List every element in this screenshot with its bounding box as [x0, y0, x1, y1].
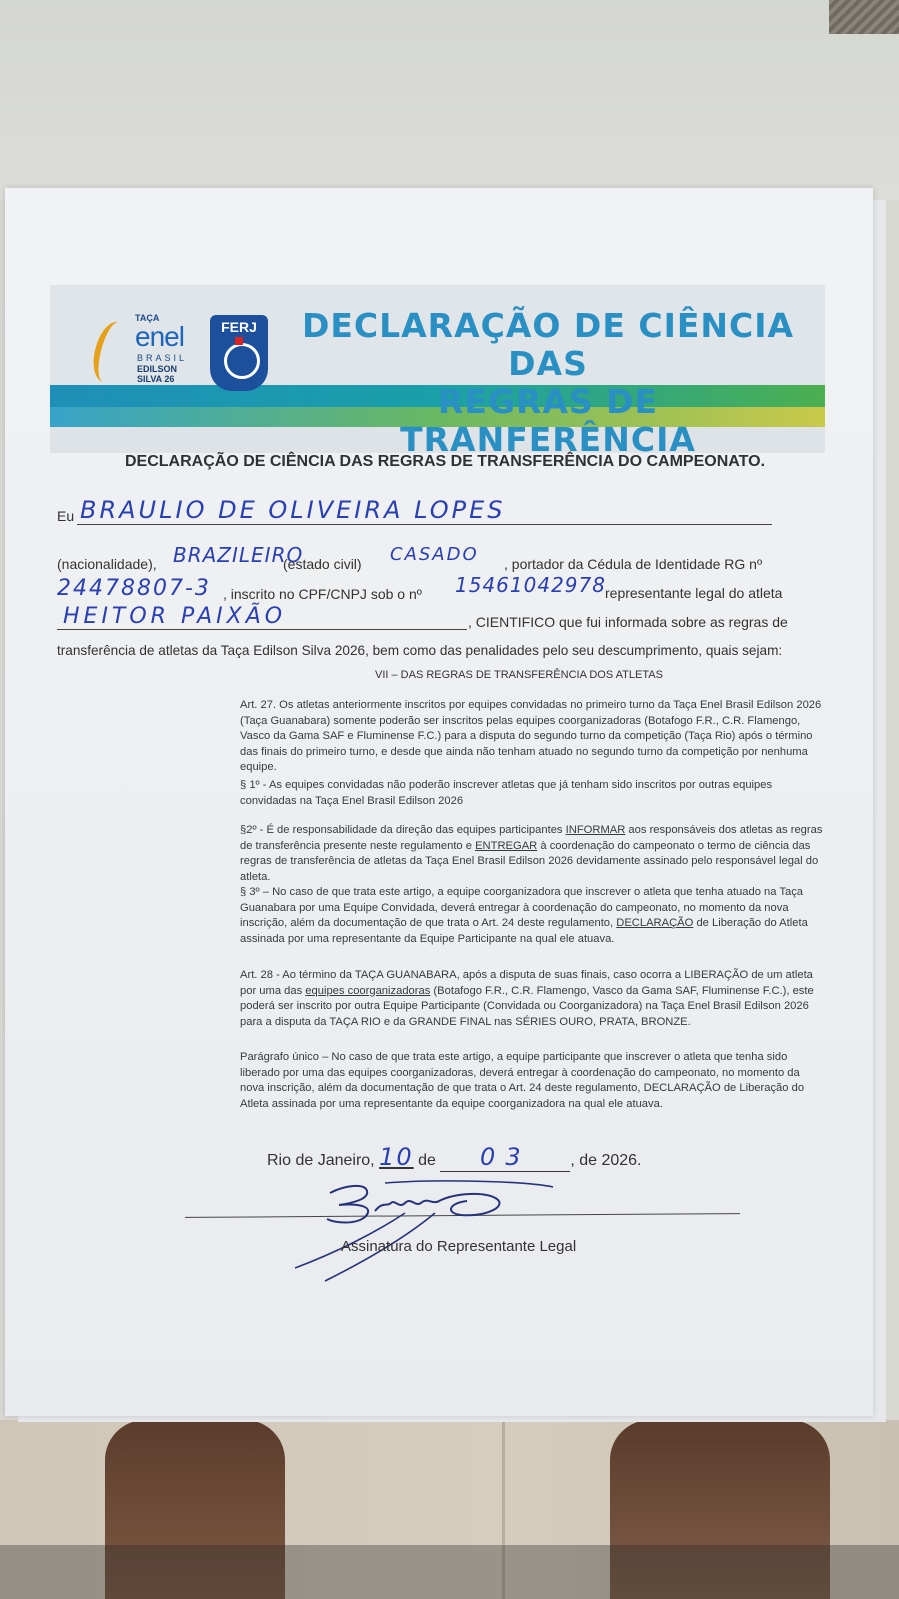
background-fabric [829, 0, 899, 34]
paragraph-3: § 3º – No caso de que trata este artigo, a equipe coorganizadora que inscrever o atleta que tenha atuado na Taça Guanabara por uma Equipe Convidada, deverá entregar à coordenação do campeonato, no momento da nova inscrição, além da documentação de que trata o Art. 24 deste regulamento, DECLARAÇÃO de Liberação do Atleta assinada por uma representante da Equipe Participante na qual ele atuava. [240, 886, 808, 945]
flame-icon [88, 318, 135, 386]
handwritten-athlete: HEITOR PAIXÃO [63, 604, 287, 629]
article-28: Art. 28 - Ao término da TAÇA GUANABARA, após a disputa de suas finais, caso ocorra a LIBERAÇÃO de um atleta por uma das equipes coorganizadoras (Botafogo F.R., C.R. Flamengo, Vasco da Gama SAF, Fluminense F.C.), este poderá ser inscrito por outra Equipe Participante (Convidada ou Coorganizadora) na Taça Enel Brasil Edilson 2026 para a disputa da TAÇA RIO e da GRANDE FINAL nas SÉRIES OURO, PRATA, BRONZE. [240, 969, 814, 1028]
handwritten-name: BRAULIO DE OLIVEIRA LOPES [80, 496, 506, 524]
bottom-shadow [0, 1545, 899, 1599]
paragraph-2: §2º - É de responsabilidade da direção das equipes participantes INFORMAR aos responsáveis dos atletas as regras de transferência presente neste regulamento e ENTREGAR à coordenação do campeonato o termo de ciência das regras de transferência de atletas da Taça Enel Brasil Edilson 2026 devidamente assinado pelo responsável legal do atleta. [240, 824, 823, 883]
section-title: VII – DAS REGRAS DE TRANSFERÊNCIA DOS ATLETAS [375, 669, 663, 681]
ferj-crest-logo: FERJ [210, 315, 268, 391]
handwritten-signature [235, 1173, 565, 1283]
handwritten-day: 10 [379, 1143, 414, 1171]
handwritten-month: 03 [440, 1143, 570, 1172]
sole-paragraph: Parágrafo único – No caso de que trata este artigo, a equipe participante que inscrever o atleta que tenha sido liberado por uma das equipes coorganizadoras, deverá entregar à coordenação do campeonato, no momento da nova inscrição, além da documentação de que trata o Art. 24 deste regulamento, DECLARAÇÃO de Liberação do Atleta assinada por uma representante da equipe coorganizadora na qual ele atuava. [240, 1051, 805, 1110]
date-line: Rio de Janeiro, 10 de 03 , de 2026. [267, 1143, 642, 1171]
handwritten-rg: 24478807-3 [57, 576, 211, 601]
background-wall [0, 0, 899, 200]
form-line-1: Eu [57, 508, 75, 524]
document-heading: DECLARAÇÃO DE CIÊNCIA DAS REGRAS DE TRANSFERÊNCIA DO CAMPEONATO. [124, 453, 766, 470]
form-closing-line: transferência de atletas da Taça Edilson Silva 2026, bem como das penalidades pelo seu descumprimento, quais sejam: [57, 643, 783, 658]
handwritten-cpf: 15461042978 [455, 573, 606, 597]
form-line-2: (nacionalidade), [57, 556, 157, 572]
cross-icon [235, 337, 243, 345]
banner-title: DECLARAÇÃO DE CIÊNCIA DAS REGRAS DE TRANFERÊNCIA [301, 306, 795, 453]
handwritten-nationality: BRAZILEIRO [173, 543, 304, 567]
paragraph-1: § 1º - As equipes convidadas não poderão inscrever atletas que já tenham sido inscritos por outras equipes convidadas na Taça Enel Brasil Edilson 2026 [240, 779, 773, 807]
declaration-document: TAÇA enel BRASIL EDILSON SILVA 26 FERJ DECLARAÇÃO DE CIÊNCIA DAS REGRAS DE TRANFERÊNCIA DECLARAÇÃO DE CIÊNCIA DAS REGRAS DE TRANSFERÊNCIA DO CAMPEONATO. Eu BRAULIO DE OLIVEIRA LOPES (nacionalidade), BRAZILEIRO (estado civil) CASADO , portador da Cédula de Identidade RG nº 24478807-3 , inscrito no CPF/CNPJ sob o nº 15461042978 representante legal do atleta HEITOR PAIXÃO , CIENTIFICO que fui informada sobre as regras de transferência de atletas da Taça Edilson Silva 2026, bem como das penalidades pelo seu descumprimento, quais sejam: VII – DAS REGRAS DE TRANSFERÊNCIA DOS ATLETAS Art. 27. Os atletas anteriormente inscritos por equipes convidadas no primeiro turno da Taça Enel Brasil Edilson 2026 (Taça Guanabara) somente poderão ser inscritos pelas equipes coorganizadoras (Botafogo F.R., C.R. Flamengo, Vasco da Gama SAF e Fluminense F.C.) para a disputa do segundo turno da competição (Taça Rio) após o término das finais do primeiro turno, e desde que ainda não tenham atuado no segundo turno da competição por nenhuma equipe. § 1º - As equipes convidadas não poderão inscrever atletas que já tenham sido inscritos por outras equipes convidadas na Taça Enel Brasil Edilson 2026 §2º - É de responsabilidade da direção das equipes participantes INFORMAR aos responsáveis dos atletas as regras de transferência presente neste regulamento e ENTREGAR à coordenação do campeonato o termo de ciência das regras de transferência de atletas da Taça Enel Brasil Edilson 2026 devidamente assinado pelo responsável legal do atleta. § 3º – No caso de que trata este artigo, a equipe coorganizadora que inscrever o atleta que tenha atuado na Taça Guanabara por uma Equipe Convidada, deverá entregar à coordenação do campeonato, no momento da nova inscrição, além da documentação de que trata o Art. 24 deste regulamento, DECLARAÇÃO de Liberação do Atleta assinada por uma representante da Equipe Participante na qual ele atuava. Art. 28 - Ao término da TAÇA GUANABARA, após a disputa de suas finais, caso ocorra a LIBERAÇÃO de um atleta por uma das equipes coorganizadoras (Botafogo F.R., C.R. Flamengo, Vasco da Gama SAF, Fluminense F.C.), este poderá ser inscrito por outra Equipe Participante (Convidada ou Coorganizadora) na Taça Enel Brasil Edilson 2026 para a disputa da TAÇA RIO e da GRANDE FINAL nas SÉRIES OURO, PRATA, BRONZE. Parágrafo único – No caso de que trata este artigo, a equipe participante que inscrever o atleta que tenha sido liberado por uma das equipes coorganizadoras, deverá entregar à coordenação do campeonato, no momento da nova inscrição, além da documentação de que trata o Art. 24 deste regulamento, DECLARAÇÃO de Liberação do Atleta assinada por uma representante da equipe coorganizadora na qual ele atuava. Rio de Janeiro, 10 de 03 , de 2026. Assinatura do Representante Legal [5, 188, 873, 1416]
article-27: Art. 27. Os atletas anteriormente inscritos por equipes convidadas no primeiro turno da Taça Enel Brasil Edilson 2026 (Taça Guanabara) somente poderão ser inscritos pelas equipes coorganizadoras (Botafogo F.R., C.R. Flamengo, Vasco da Gama SAF e Fluminense F.C.) para a disputa do segundo turno da competição (Taça Rio) após o término das finais do primeiro turno, e desde que ainda não tenham atuado no segundo turno da competição por nenhuma equipe. [240, 699, 822, 773]
ball-icon [224, 343, 260, 379]
handwritten-civil-status: CASADO [390, 544, 479, 565]
taca-enel-logo: TAÇA enel BRASIL EDILSON SILVA 26 [95, 313, 205, 393]
signature-label: Assinatura do Representante Legal [341, 1238, 577, 1255]
header-banner [50, 285, 825, 453]
